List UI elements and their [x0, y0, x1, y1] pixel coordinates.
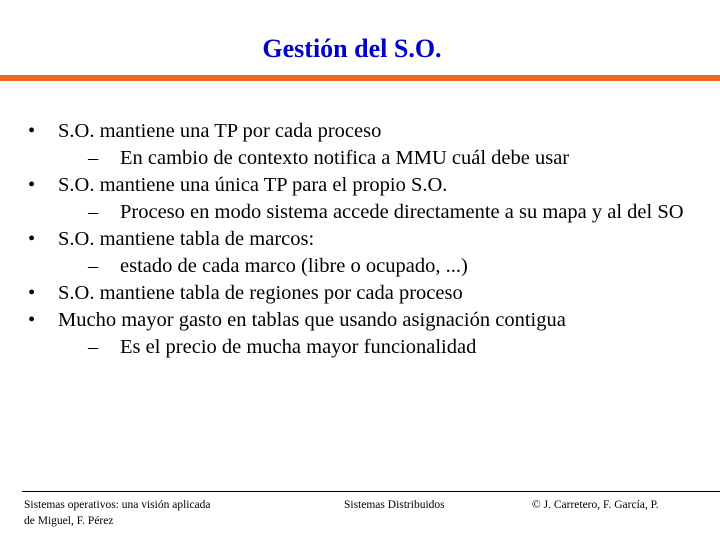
footer-divider	[22, 491, 720, 492]
bullet-text: S.O. mantiene tabla de marcos:	[58, 228, 315, 250]
title-divider	[0, 75, 720, 81]
footer-course-name: Sistemas Distribuidos	[344, 499, 445, 511]
bullet-item	[28, 280, 708, 307]
bullet-icon: •	[28, 228, 36, 250]
bullet-icon: •	[28, 174, 36, 196]
sub-item	[88, 199, 708, 226]
bullet-icon: •	[28, 309, 36, 331]
sub-text: En cambio de contexto notifica a MMU cuál debe usar	[120, 147, 570, 169]
bullet-list	[28, 118, 708, 361]
sub-list	[58, 145, 708, 172]
sub-text: estado de cada marco (libre o ocupado, ...)	[120, 255, 468, 277]
footer-book-title: Sistemas operativos: una visión aplicada	[24, 499, 211, 511]
slide-title: Gestión del S.O.	[262, 34, 442, 63]
dash-icon: –	[88, 201, 99, 223]
footer-book-authors: de Miguel, F. Pérez	[24, 515, 114, 527]
bullet-item	[28, 172, 708, 226]
bullet-text: S.O. mantiene una única TP para el propio S.O.	[58, 174, 448, 196]
sub-list	[58, 334, 708, 361]
sub-list	[58, 199, 708, 226]
bullet-text: S.O. mantiene tabla de regiones por cada proceso	[58, 282, 463, 304]
sub-text: Proceso en modo sistema accede directamente a su mapa y al del SO	[120, 201, 684, 223]
bullet-icon: •	[28, 120, 36, 142]
bullet-text: S.O. mantiene una TP por cada proceso	[58, 120, 382, 142]
dash-icon: –	[88, 336, 99, 358]
footer-copyright: © J. Carretero, F. García, P.	[532, 499, 659, 511]
footer-book-credit	[24, 497, 264, 529]
dash-icon: –	[88, 255, 99, 277]
dash-icon: –	[88, 147, 99, 169]
sub-item	[88, 334, 708, 361]
bullet-icon: •	[28, 282, 36, 304]
sub-text: Es el precio de mucha mayor funcionalidad	[120, 336, 477, 358]
bullet-item	[28, 118, 708, 172]
sub-item	[88, 253, 708, 280]
bullet-item	[28, 226, 708, 280]
bullet-text: Mucho mayor gasto en tablas que usando asignación contigua	[58, 309, 566, 331]
sub-item	[88, 145, 708, 172]
sub-list	[58, 253, 708, 280]
bullet-item	[28, 307, 708, 361]
